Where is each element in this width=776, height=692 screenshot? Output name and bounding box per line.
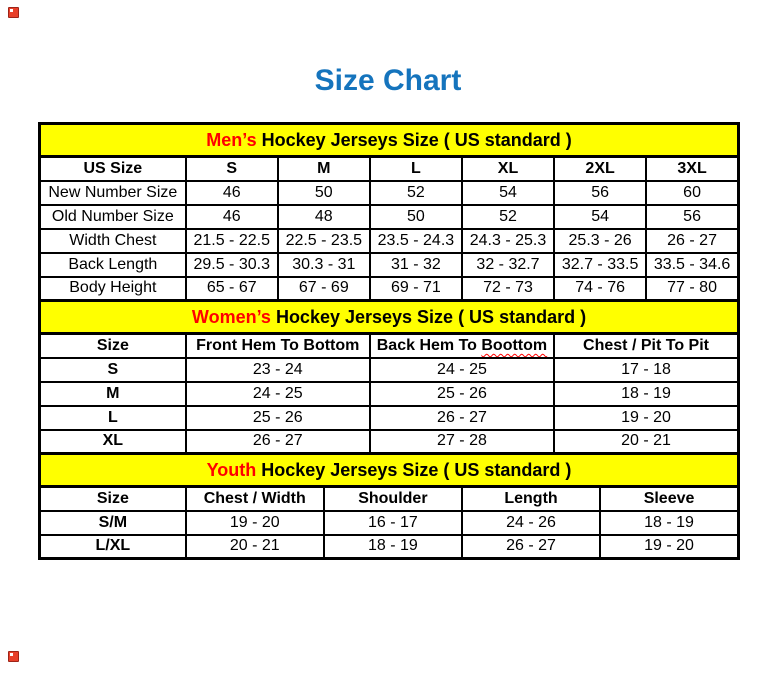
size-value: 19 - 20 bbox=[186, 511, 324, 535]
size-value: 16 - 17 bbox=[324, 511, 462, 535]
size-value: 24.3 - 25.3 bbox=[462, 229, 554, 253]
row-label: M bbox=[40, 382, 186, 406]
size-value: 26 - 27 bbox=[370, 406, 554, 430]
womens-header-row bbox=[40, 334, 739, 358]
size-value: 27 - 28 bbox=[370, 430, 554, 454]
size-value: 24 - 26 bbox=[462, 511, 600, 535]
size-value: 23.5 - 24.3 bbox=[370, 229, 462, 253]
column-header: Length bbox=[462, 487, 600, 511]
size-value: 29.5 - 30.3 bbox=[186, 253, 278, 277]
size-value: 67 - 69 bbox=[278, 277, 370, 301]
size-value: 46 bbox=[186, 205, 278, 229]
column-header: Shoulder bbox=[324, 487, 462, 511]
table-row bbox=[40, 205, 739, 229]
table-row bbox=[40, 535, 739, 559]
typo-header-word: Boottom bbox=[481, 336, 548, 354]
table-row bbox=[40, 181, 739, 205]
mens-banner-cell bbox=[40, 124, 739, 157]
table-row bbox=[40, 358, 739, 382]
mens-banner-rest: Hockey Jerseys Size ( US standard ) bbox=[256, 129, 572, 150]
size-value: 65 - 67 bbox=[186, 277, 278, 301]
column-header: Sleeve bbox=[600, 487, 738, 511]
row-label: Width Chest bbox=[40, 229, 186, 253]
womens-banner-cell bbox=[40, 301, 739, 334]
size-value: 20 - 21 bbox=[554, 430, 738, 454]
size-value: 52 bbox=[462, 205, 554, 229]
womens-banner-rest: Hockey Jerseys Size ( US standard ) bbox=[270, 306, 587, 327]
size-value: 50 bbox=[278, 181, 370, 205]
size-value: 19 - 20 bbox=[600, 535, 738, 559]
row-label: L bbox=[40, 406, 186, 430]
broken-image-icon bbox=[8, 651, 19, 662]
typo-header-prefix: Back Hem To bbox=[376, 336, 482, 354]
size-value: 52 bbox=[370, 181, 462, 205]
column-header-with-typo bbox=[370, 334, 554, 358]
row-label: S/M bbox=[40, 511, 186, 535]
size-value: 26 - 27 bbox=[646, 229, 738, 253]
row-label: Old Number Size bbox=[40, 205, 186, 229]
size-value: 21.5 - 22.5 bbox=[186, 229, 278, 253]
column-header: Size bbox=[40, 487, 186, 511]
column-header: Chest / Width bbox=[186, 487, 324, 511]
table-row bbox=[40, 229, 739, 253]
size-value: 48 bbox=[278, 205, 370, 229]
size-value: 56 bbox=[554, 181, 646, 205]
size-value: 26 - 27 bbox=[462, 535, 600, 559]
column-header: 2XL bbox=[554, 157, 646, 181]
table-row bbox=[40, 253, 739, 277]
table-row bbox=[40, 406, 739, 430]
size-value: 54 bbox=[554, 205, 646, 229]
size-value: 18 - 19 bbox=[324, 535, 462, 559]
youth-banner-cell bbox=[40, 454, 739, 487]
size-value: 54 bbox=[462, 181, 554, 205]
size-value: 25 - 26 bbox=[370, 382, 554, 406]
table-row bbox=[40, 277, 739, 301]
womens-banner-highlight: Women’s bbox=[191, 306, 271, 327]
row-label: Back Length bbox=[40, 253, 186, 277]
size-value: 32.7 - 33.5 bbox=[554, 253, 646, 277]
row-label: L/XL bbox=[40, 535, 186, 559]
size-value: 24 - 25 bbox=[370, 358, 554, 382]
size-value: 33.5 - 34.6 bbox=[646, 253, 738, 277]
size-value: 24 - 25 bbox=[186, 382, 370, 406]
mens-header-row bbox=[40, 157, 739, 181]
size-value: 46 bbox=[186, 181, 278, 205]
youth-banner-highlight: Youth bbox=[206, 459, 257, 480]
size-value: 60 bbox=[646, 181, 738, 205]
size-chart-table bbox=[38, 122, 740, 560]
size-value: 18 - 19 bbox=[600, 511, 738, 535]
size-value: 20 - 21 bbox=[186, 535, 324, 559]
size-value: 50 bbox=[370, 205, 462, 229]
womens-section-banner bbox=[40, 301, 739, 334]
youth-header-row bbox=[40, 487, 739, 511]
size-value: 25.3 - 26 bbox=[554, 229, 646, 253]
column-header: S bbox=[186, 157, 278, 181]
row-label: S bbox=[40, 358, 186, 382]
youth-banner-rest: Hockey Jerseys Size ( US standard ) bbox=[256, 459, 572, 480]
size-value: 32 - 32.7 bbox=[462, 253, 554, 277]
size-value: 31 - 32 bbox=[370, 253, 462, 277]
size-value: 23 - 24 bbox=[186, 358, 370, 382]
table-row bbox=[40, 430, 739, 454]
size-value: 19 - 20 bbox=[554, 406, 738, 430]
size-value: 69 - 71 bbox=[370, 277, 462, 301]
column-header: L bbox=[370, 157, 462, 181]
column-header: XL bbox=[462, 157, 554, 181]
table-row bbox=[40, 511, 739, 535]
size-value: 72 - 73 bbox=[462, 277, 554, 301]
size-value: 17 - 18 bbox=[554, 358, 738, 382]
size-value: 26 - 27 bbox=[186, 430, 370, 454]
mens-banner-highlight: Men’s bbox=[206, 129, 257, 150]
broken-image-icon bbox=[8, 7, 19, 18]
mens-section-banner bbox=[40, 124, 739, 157]
size-value: 18 - 19 bbox=[554, 382, 738, 406]
size-value: 25 - 26 bbox=[186, 406, 370, 430]
page-title: Size Chart bbox=[314, 64, 462, 97]
column-header: Front Hem To Bottom bbox=[186, 334, 370, 358]
size-value: 56 bbox=[646, 205, 738, 229]
row-label: Body Height bbox=[40, 277, 186, 301]
column-header: Chest / Pit To Pit bbox=[554, 334, 738, 358]
column-header: US Size bbox=[40, 157, 186, 181]
column-header: 3XL bbox=[646, 157, 738, 181]
row-label: New Number Size bbox=[40, 181, 186, 205]
column-header: M bbox=[278, 157, 370, 181]
table-row bbox=[40, 382, 739, 406]
column-header: Size bbox=[40, 334, 186, 358]
size-value: 22.5 - 23.5 bbox=[278, 229, 370, 253]
row-label: XL bbox=[40, 430, 186, 454]
size-value: 74 - 76 bbox=[554, 277, 646, 301]
youth-section-banner bbox=[40, 454, 739, 487]
size-value: 30.3 - 31 bbox=[278, 253, 370, 277]
size-value: 77 - 80 bbox=[646, 277, 738, 301]
